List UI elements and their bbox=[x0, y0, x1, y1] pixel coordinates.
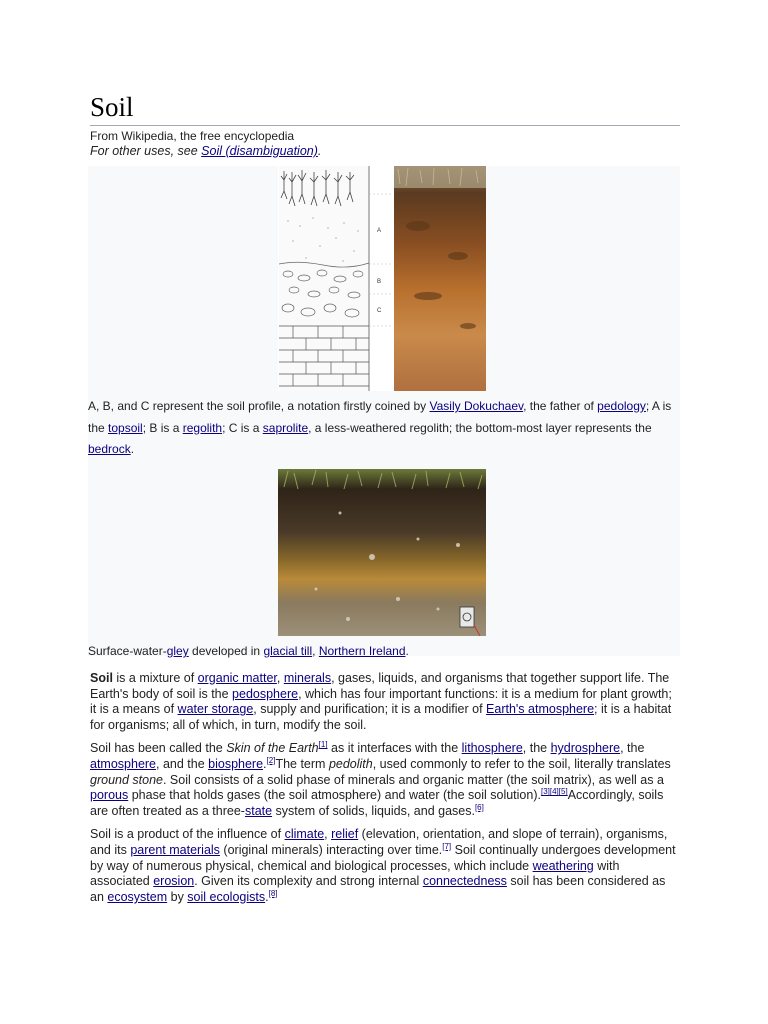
citation-3[interactable]: [3] bbox=[540, 787, 550, 797]
link-earths-atmosphere[interactable]: Earth's atmosphere bbox=[486, 702, 595, 717]
soil-profile-image[interactable] bbox=[278, 166, 486, 391]
link-biosphere[interactable]: biosphere bbox=[208, 757, 264, 772]
link-state[interactable]: state bbox=[244, 804, 273, 819]
link-atmosphere[interactable]: atmosphere bbox=[90, 757, 157, 772]
link-pedology[interactable]: pedology bbox=[597, 399, 646, 413]
link-minerals[interactable]: minerals bbox=[283, 671, 332, 685]
link-soil-ecologists[interactable]: soil ecologists bbox=[187, 890, 266, 905]
disambiguation-link[interactable]: Soil (disambiguation) bbox=[201, 144, 318, 158]
link-relief[interactable]: relief bbox=[331, 827, 359, 842]
figure1-caption: A, B, and C represent the soil profile, a notation firstly coined by Vasily Dokuchaev, the father of pedology; A is the topsoil; B is a regolith; C is a saprolite, a less-weathered regolith; the bottom-most layer represents the bedrock. bbox=[88, 399, 672, 456]
citation-6[interactable]: [6] bbox=[474, 802, 484, 812]
link-hydrosphere[interactable]: hydrosphere bbox=[550, 741, 621, 756]
link-northern-ireland[interactable]: Northern Ireland bbox=[318, 644, 406, 658]
link-ecosystem[interactable]: ecosystem bbox=[107, 890, 168, 905]
link-parent-materials[interactable]: parent materials bbox=[130, 843, 220, 858]
link-topsoil[interactable]: topsoil bbox=[108, 420, 143, 435]
link-gley[interactable]: gley bbox=[166, 644, 189, 658]
citation-1[interactable]: [1] bbox=[318, 740, 328, 750]
citation-2[interactable]: [2] bbox=[266, 755, 276, 765]
horizon-label-a: A bbox=[377, 228, 382, 234]
link-pedosphere[interactable]: pedosphere bbox=[232, 686, 299, 701]
citation-5[interactable]: [5] bbox=[558, 787, 568, 797]
link-saprolite[interactable]: saprolite bbox=[262, 420, 309, 435]
page-title: Soil bbox=[90, 92, 134, 122]
link-water-storage[interactable]: water storage bbox=[177, 702, 254, 717]
bold-term: Soil bbox=[90, 671, 113, 685]
link-regolith[interactable]: regolith bbox=[182, 420, 223, 435]
link-erosion[interactable]: erosion bbox=[153, 874, 195, 889]
citation-7[interactable]: [7] bbox=[442, 841, 452, 851]
horizon-label-c: C bbox=[377, 308, 382, 314]
article-body bbox=[90, 671, 680, 913]
link-lithosphere[interactable]: lithosphere bbox=[461, 741, 523, 756]
link-weathering[interactable]: weathering bbox=[532, 858, 594, 873]
figure2-caption: Surface-water-gley developed in glacial till, Northern Ireland. bbox=[88, 644, 409, 658]
tagline: From Wikipedia, the free encyclopedia bbox=[90, 129, 295, 143]
link-bedrock[interactable]: bedrock bbox=[88, 442, 131, 456]
link-connectedness[interactable]: connectedness bbox=[422, 874, 507, 889]
horizon-label-b: B bbox=[377, 279, 382, 285]
link-organic-matter[interactable]: organic matter bbox=[197, 671, 277, 685]
link-porous[interactable]: porous bbox=[90, 788, 129, 803]
title-divider bbox=[90, 125, 680, 126]
paragraph-2: Soil has been called the Skin of the Earth[1] as it interfaces with the lithosphere, the hydrosphere, the atmosphere, and the biosphere.[2]The term pedolith, used commonly to refer to the soil, literally translates ground stone. Soil consists of a solid phase of minerals and organic matter (the soil matrix), as well as a porous phase that holds gases (the soil atmosphere) and water (the soil solution).[3][4][5]Accordingly, soils are often treated as a three-state system of solids, liquids, and gases.[6] bbox=[90, 740, 671, 819]
link-vasily-dokuchaev[interactable]: Vasily Dokuchaev bbox=[429, 399, 524, 413]
citation-8[interactable]: [8] bbox=[268, 888, 278, 898]
paragraph-3: Soil is a product of the influence of climate, relief (elevation, orientation, and slope of terrain), organisms, and its parent materials (original minerals) interacting over time.[7] Soil continually undergoes development by way of numerous physical, chemical and biological processes, which include weathering with associated erosion. Given its complexity and strong internal connectedness soil has been considered as an ecosystem by soil ecologists.[8] bbox=[90, 827, 676, 905]
link-climate[interactable]: climate bbox=[284, 827, 325, 842]
figures-box bbox=[88, 166, 680, 656]
gley-photo-image[interactable] bbox=[278, 469, 486, 636]
hatnote: For other uses, see Soil (disambiguation). bbox=[90, 144, 322, 158]
citation-4[interactable]: [4] bbox=[549, 787, 559, 797]
paragraph-1: Soil is a mixture of organic matter, minerals, gases, liquids, and organisms that together support life. The Earth's body of soil is the pedosphere, which has four important functions: it is a medium for plant growth; it is a means of water storage, supply and purification; it is a modifier of Earth's atmosphere; it is a habitat for organisms; all of which, in turn, modify the soil. bbox=[90, 671, 672, 733]
link-glacial-till[interactable]: glacial till bbox=[263, 644, 313, 658]
